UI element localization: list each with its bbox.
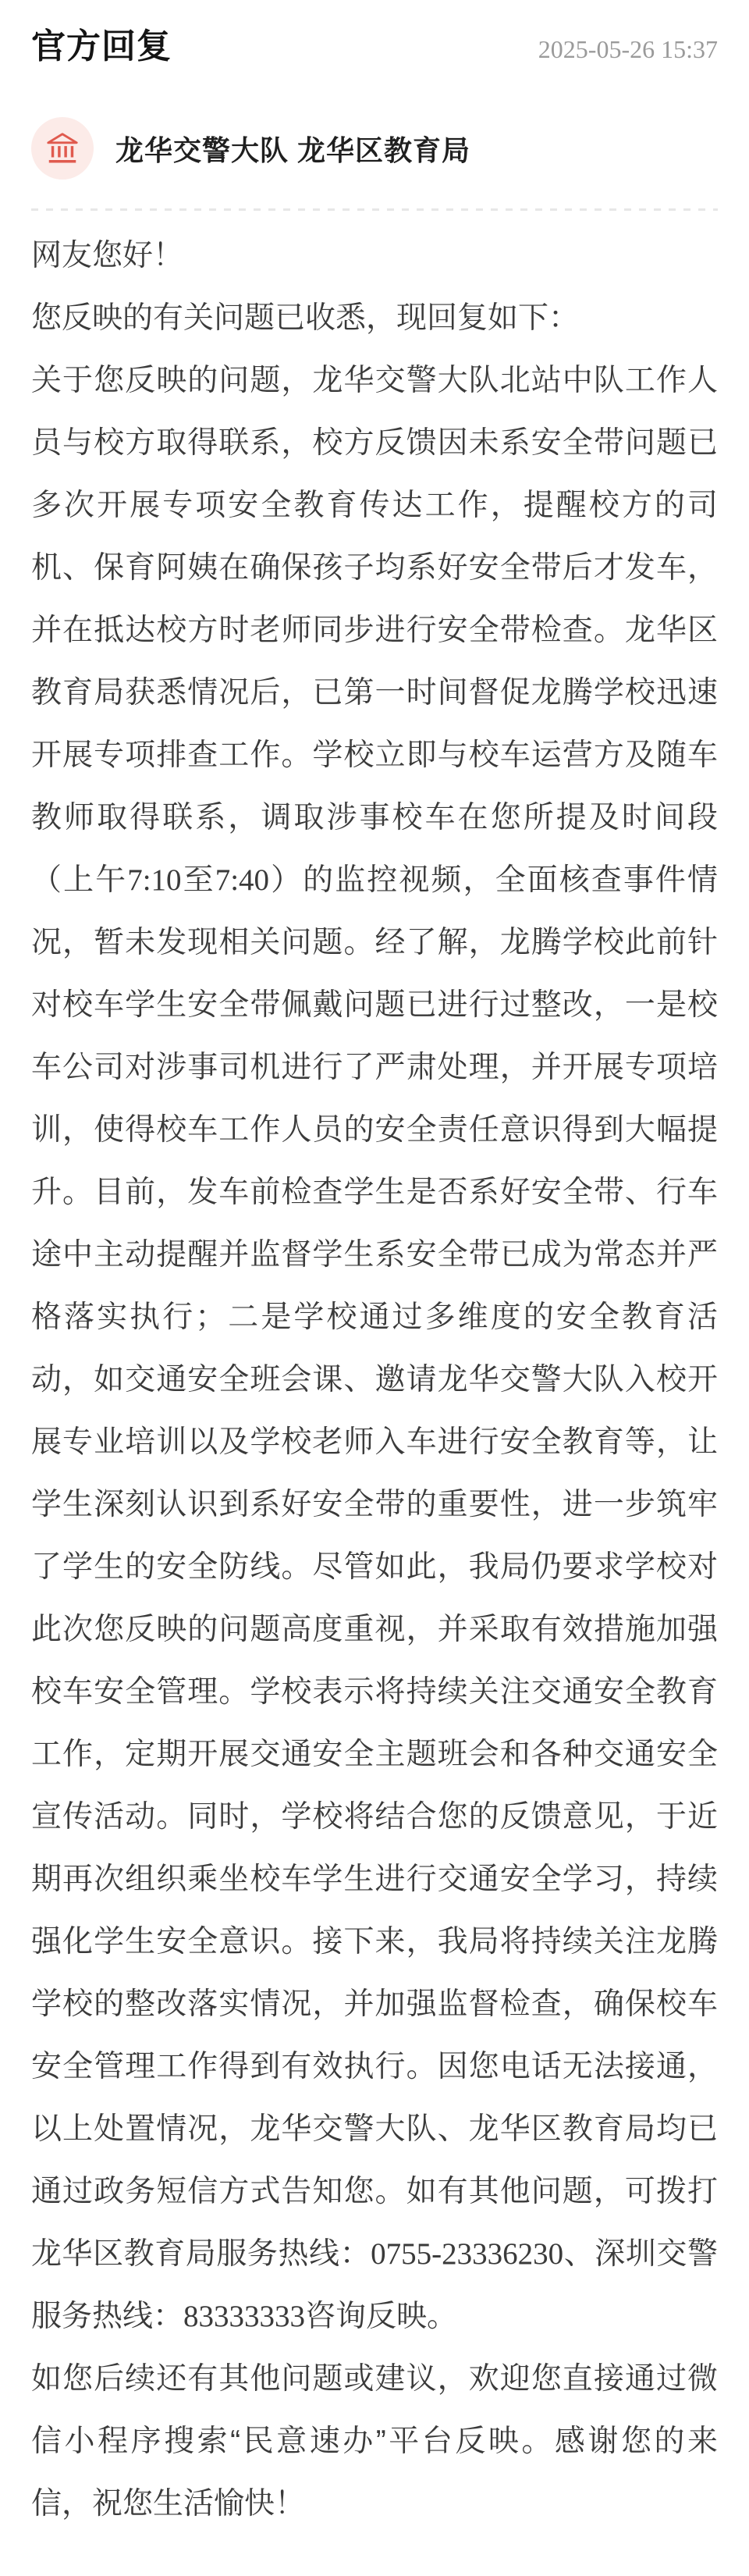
reply-body xyxy=(31,225,718,2535)
page-title: 官方回复 xyxy=(31,27,172,66)
agency-row xyxy=(31,117,718,180)
reply-paragraph-intro: 您反映的有关问题已收悉，现回复如下： xyxy=(31,301,580,335)
reply-paragraph-closing: 如您后续还有其他问题或建议，欢迎您直接通过微信小程序搜索“民意速办”平台反映。感谢您的来信，祝您生活愉快！ xyxy=(31,2362,718,2521)
agency-name: 龙华交警大队 龙华区教育局 xyxy=(115,133,471,166)
agency-avatar xyxy=(31,117,94,180)
dashed-divider xyxy=(31,208,718,211)
government-building-icon xyxy=(44,130,80,166)
reply-timestamp: 2025-05-26 15:37 xyxy=(538,35,718,63)
reply-header xyxy=(31,27,718,67)
reply-paragraph-greeting: 网友您好！ xyxy=(31,239,184,272)
reply-paragraph-main: 关于您反映的问题，龙华交警大队北站中队工作人员与校方取得联系，校方反馈因未系安全带问题已多次开展专项安全教育传达工作，提醒校方的司机、保育阿姨在确保孩子均系好安全带后才发车，并在抵达校方时老师同步进行安全带检查。龙华区教育局获悉情况后，已第一时间督促龙腾学校迅速开展专项排查工作。学校立即与校车运营方及随车教师取得联系，调取涉事校车在您所提及时间段（上午7:10至7:40）的监控视频，全面核查事件情况，暂未发现相关问题。经了解，龙腾学校此前针对校车学生安全带佩戴问题已进行过整改，一是校车公司对涉事司机进行了严肃处理，并开展专项培训，使得校车工作人员的安全责任意识得到大幅提升。目前，发车前检查学生是否系好安全带、行车途中主动提醒并监督学生系安全带已成为常态并严格落实执行；二是学校通过多维度的安全教育活动，如交通安全班会课、邀请龙华交警大队入校开展专业培训以及学校老师入车进行安全教育等，让学生深刻认识到系好安全带的重要性，进一步筑牢了学生的安全防线。尽管如此，我局仍要求学校对此次您反映的问题高度重视，并采取有效措施加强校车安全管理。学校表示将持续关注交通安全教育工作，定期开展交通安全主题班会和各种交通安全宣传活动。同时，学校将结合您的反馈意见，于近期再次组织乘坐校车学生进行交通安全学习，持续强化学生安全意识。接下来，我局将持续关注龙腾学校的整改落实情况，并加强监督检查，确保校车安全管理工作得到有效执行。因您电话无法接通，以上处置情况，龙华交警大队、龙华区教育局均已通过政务短信方式告知您。如有其他问题，可拨打龙华区教育局服务热线：0755-23336230、深圳交警服务热线：83333333咨询反映。 xyxy=(31,364,718,2333)
